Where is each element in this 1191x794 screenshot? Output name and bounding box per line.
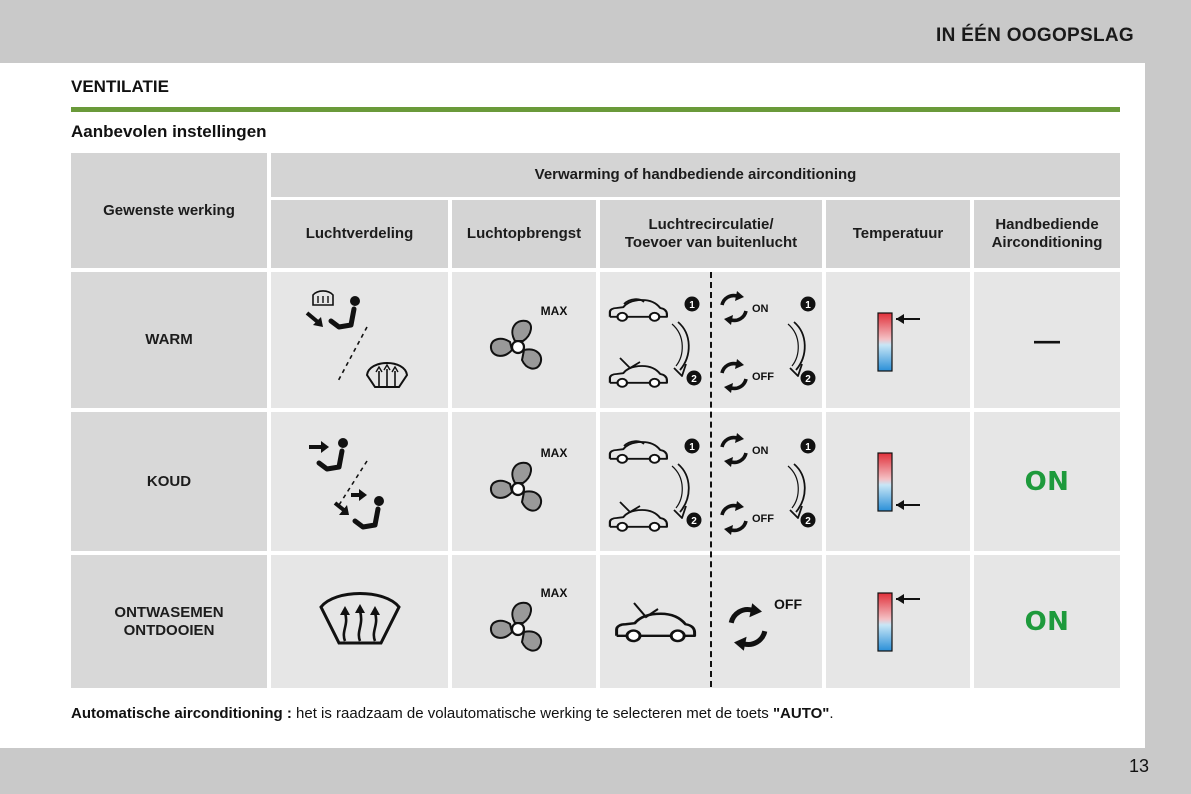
- footnote-text: het is raadzaam de volautomatische werking te selecteren met de toets: [291, 705, 773, 722]
- col-header-air-distribution: Luchtverdeling: [271, 200, 448, 268]
- svg-text:1: 1: [805, 442, 811, 453]
- temperature-cold: [826, 412, 970, 551]
- section-title: VENTILATIE: [71, 77, 169, 96]
- page-number: 13: [1128, 756, 1149, 776]
- svg-text:OFF: OFF: [752, 513, 774, 525]
- temperature-gauge-icon: [868, 305, 928, 375]
- fan-icon: [474, 295, 574, 385]
- svg-text:2: 2: [691, 374, 697, 385]
- defrost-feet-icon: [295, 285, 425, 395]
- fan-max-label: MAX: [540, 304, 568, 318]
- fan-icon: [474, 437, 574, 527]
- face-vents-icon: [295, 427, 425, 537]
- svg-text:OFF: OFF: [752, 371, 774, 383]
- col-header-temperature: Temperatuur: [826, 200, 970, 268]
- fan-icon: [474, 577, 574, 667]
- windscreen-defrost-icon: [315, 587, 405, 657]
- recirculation-divider: [710, 272, 712, 687]
- footnote-bold: Automatische airconditioning :: [71, 705, 292, 722]
- temperature-demist: [826, 555, 970, 688]
- air-flow-demist: [452, 555, 596, 688]
- section-subtitle: Aanbevolen instellingen: [71, 122, 267, 141]
- svg-text:1: 1: [689, 300, 695, 311]
- air-flow-warm: [452, 272, 596, 408]
- col-header-manual-ac: Handbediende Airconditioning: [974, 200, 1120, 268]
- air-flow-cold: [452, 412, 596, 551]
- row-label-demist: ONTWASEMEN ONTDOOIEN: [71, 555, 267, 688]
- recirculation-arrows-icon: [722, 291, 746, 325]
- temperature-warm: [826, 272, 970, 408]
- air-distribution-cold: [271, 412, 448, 551]
- manual-ac-warm: [974, 272, 1120, 408]
- footnote-key: "AUTO": [772, 705, 830, 722]
- recirculation-arrows-icon: [731, 603, 765, 651]
- temperature-gauge-icon: [868, 587, 928, 657]
- temperature-gauge-icon: [868, 447, 928, 517]
- car-fresh-air-icon: [617, 614, 695, 641]
- row-label-warm: WARM: [71, 272, 267, 408]
- footnote: [71, 705, 834, 722]
- car-recirculation-icon: [610, 300, 667, 321]
- car-fresh-air-icon: [610, 366, 667, 387]
- air-distribution-warm: [271, 272, 448, 408]
- svg-text:1: 1: [805, 300, 811, 311]
- desired-operation-header: Gewenste werking: [71, 153, 267, 268]
- svg-text:1: 1: [689, 442, 695, 453]
- svg-text:2: 2: [691, 516, 697, 527]
- ac-status-demist: ON: [1024, 606, 1070, 637]
- group-header: Verwarming of handbediende airconditioning: [271, 153, 1120, 197]
- col-header-air-flow: Luchtopbrengst: [452, 200, 596, 268]
- ac-status-cold: ON: [1024, 466, 1070, 497]
- footnote-end: .: [829, 705, 834, 722]
- svg-text:2: 2: [805, 516, 811, 527]
- fan-max-label: MAX: [540, 585, 568, 600]
- svg-text:OFF: OFF: [774, 596, 802, 612]
- air-distribution-demist: [271, 555, 448, 688]
- page-header-title: IN ÉÉN OOGOPSLAG: [936, 25, 1134, 46]
- ac-status-warm: —: [1034, 325, 1060, 355]
- fan-max-label: MAX: [540, 445, 568, 460]
- col-header-recirculation: Luchtrecirculatie/ Toevoer van buitenlucht: [600, 200, 822, 268]
- svg-text:ON: ON: [752, 445, 769, 457]
- svg-text:2: 2: [805, 374, 811, 385]
- row-label-cold: KOUD: [71, 412, 267, 551]
- manual-ac-demist: [974, 555, 1120, 688]
- section-divider: [71, 107, 1120, 112]
- svg-text:ON: ON: [752, 303, 769, 315]
- manual-ac-cold: [974, 412, 1120, 551]
